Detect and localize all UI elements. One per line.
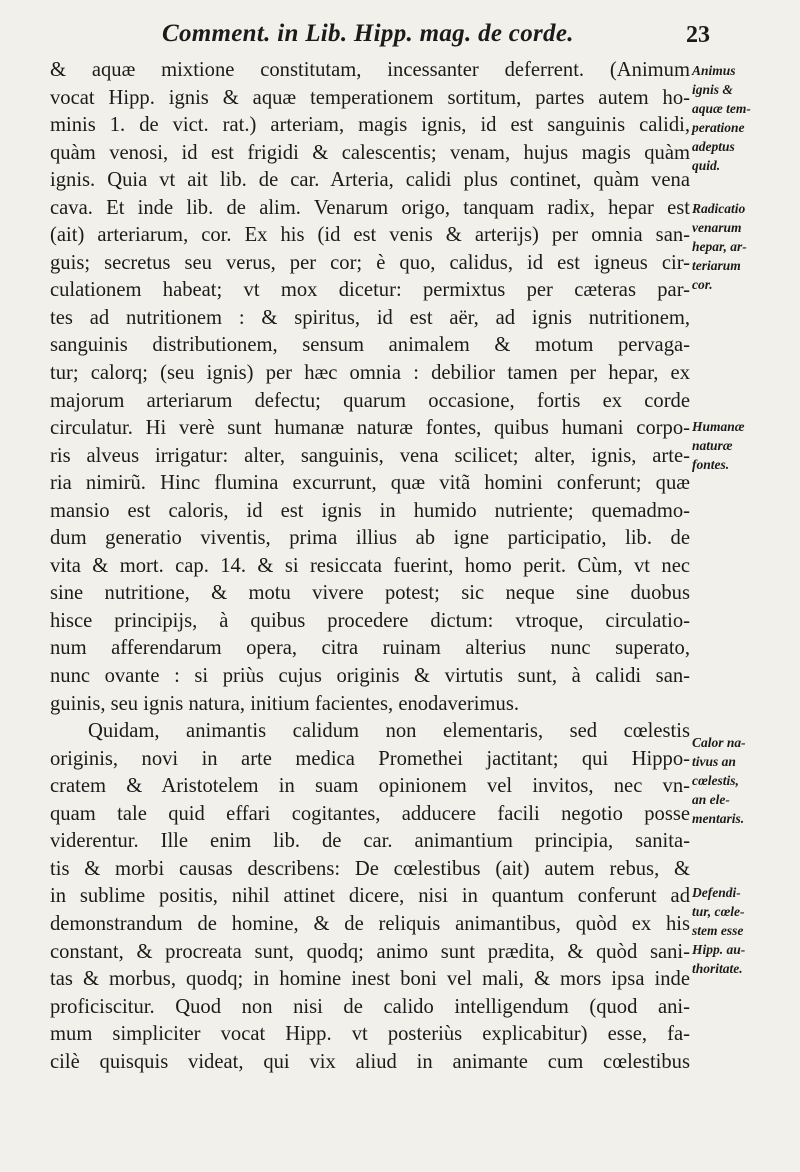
text-line: vocat Hipp. ignis & aquæ temperationem sortitum, partes autem ho- bbox=[50, 86, 690, 109]
text-line: (ait) arteriarum, cor. Ex his (id est venis & arterijs) per omnia san- bbox=[50, 224, 690, 247]
page-number: 23 bbox=[686, 22, 710, 48]
text-line: num afferendarum opera, citra ruinam alterius nunc superato, bbox=[50, 637, 690, 660]
text-line: culationem habeat; vt mox dicetur: permixtus per cæteras par- bbox=[50, 279, 690, 302]
margin-note-animus bbox=[692, 61, 798, 175]
margin-note-line: hepar, ar- bbox=[692, 239, 747, 254]
text-line: tas & morbus, quodq; in homine inest boni vel mali, & mors ipsa inde bbox=[50, 968, 690, 991]
text-line: originis, novi in arte medica Promethei jactitant; qui Hippo- bbox=[50, 747, 690, 770]
running-title: Comment. in Lib. Hipp. mag. de corde. bbox=[162, 20, 574, 47]
text-line: viderentur. Ille enim lib. de car. animantium principia, sanita- bbox=[50, 830, 690, 853]
margin-note-line: venarum bbox=[692, 220, 742, 235]
text-line: cratem & Aristotelem in suam opinionem vel invitos, nec vn- bbox=[50, 775, 690, 798]
margin-note-line: mentaris. bbox=[692, 811, 745, 826]
text-line: demonstrandum de homine, & de reliquis animantibus, quòd ex his bbox=[50, 912, 690, 935]
text-line: sanguinis distributionem, sensum animalem & motum pervaga- bbox=[50, 334, 690, 357]
margin-note-line: quid. bbox=[692, 158, 721, 173]
margin-note-line: Hipp. au- bbox=[692, 942, 746, 957]
margin-note-line: cœlestis, bbox=[692, 773, 739, 788]
margin-note-line: cor. bbox=[692, 277, 713, 292]
margin-note-calor bbox=[692, 733, 798, 828]
text-line: minis 1. de vict. rat.) arteriam, magis ignis, id est sanguinis calidi, bbox=[50, 114, 690, 137]
text-line: circulatur. Hi verè sunt humanæ naturæ fontes, quibus humani corpo- bbox=[50, 417, 690, 440]
text-line: cilè quisquis videat, qui vix aliud in animante cum cœlestibus bbox=[50, 1050, 690, 1073]
margin-note-line: tur, cœle- bbox=[692, 904, 745, 919]
margin-note-line: Animus bbox=[692, 63, 736, 78]
margin-note-line: teriarum bbox=[692, 258, 741, 273]
margin-note-humanae bbox=[692, 417, 798, 474]
margin-note-line: Defendi- bbox=[692, 885, 741, 900]
margin-note-line: stem esse bbox=[692, 923, 744, 938]
text-line: in sublime positis, nihil attinet dicere, nisi in quantum conferunt ad bbox=[50, 885, 690, 908]
margin-note-line: Radicatio bbox=[692, 201, 746, 216]
margin-note-line: peratione bbox=[692, 120, 745, 135]
margin-note-radicatio bbox=[692, 199, 798, 294]
margin-note-line: aquæ tem- bbox=[692, 101, 751, 116]
margin-note-line: an ele- bbox=[692, 792, 730, 807]
text-line: constant, & procreata sunt, quodq; animo sunt prædita, & quòd sani- bbox=[50, 940, 690, 963]
text-line: guis; secretus seu verus, per cor; è quo, calidus, id est igneus cir- bbox=[50, 251, 690, 274]
text-line: mum simpliciter vocat Hipp. vt posteriùs explicabitur) esse, fa- bbox=[50, 1023, 690, 1046]
paragraph-end-line: guinis, seu ignis natura, initium facientes, enodaverimus. bbox=[50, 692, 519, 715]
margin-note-line: adeptus bbox=[692, 139, 735, 154]
margin-note-line: naturæ bbox=[692, 438, 733, 453]
text-line: ris alveus irrigatur: alter, sanguinis, vena scilicet; alter, ignis, arte- bbox=[50, 444, 690, 467]
margin-note-line: ignis & bbox=[692, 82, 733, 97]
text-line: proficiscitur. Quod non nisi de calido intelligendum (quod ani- bbox=[50, 995, 690, 1018]
text-line: vita & mort. cap. 14. & si resiccata fuerint, homo perit. Cùm, vt nec bbox=[50, 554, 690, 577]
text-line: hisce principijs, à quibus procedere dictum: vtroque, circulatio- bbox=[50, 609, 690, 632]
text-line: nunc ovante : si priùs cujus originis & virtutis sunt, à calidi san- bbox=[50, 665, 690, 688]
text-line: tis & morbi causas describens: De cœlestibus (ait) autem rebus, & bbox=[50, 857, 690, 880]
main-text bbox=[50, 57, 690, 1076]
text-line: quàm venosi, id est frigidi & calescentis; venam, hujus magis quàm bbox=[50, 141, 690, 164]
text-line: tes ad nutritionem : & spiritus, id est aër, ad ignis nutritionem, bbox=[50, 306, 690, 329]
text-line: ignis. Quia vt ait lib. de car. Arteria, calidi plus continet, quàm vena bbox=[50, 169, 690, 192]
text-line: dum generatio viventis, prima illius ab igne participatio, lib. de bbox=[50, 527, 690, 550]
page-header bbox=[150, 20, 710, 54]
margin-note-line: fontes. bbox=[692, 457, 730, 472]
margin-note-line: Calor na- bbox=[692, 735, 746, 750]
margin-note-defenditur bbox=[692, 883, 798, 978]
text-line: sine nutritione, & motu vivere potest; sic neque sine duobus bbox=[50, 582, 690, 605]
text-line: ria nimirũ. Hinc flumina excurrunt, quæ vitã homini conferunt; quæ bbox=[50, 472, 690, 495]
margin-note-line: tivus an bbox=[692, 754, 736, 769]
margin-note-line: thoritate. bbox=[692, 961, 743, 976]
text-line: mansio est caloris, id est ignis in humido nutriente; quemadmo- bbox=[50, 499, 690, 522]
margin-note-line: Humanæ bbox=[692, 419, 745, 434]
paragraph-start-line: Quidam, animantis calidum non elementaris, sed cœlestis bbox=[88, 720, 690, 743]
text-line: cava. Et inde lib. de alim. Venarum origo, tanquam radix, hepar est bbox=[50, 196, 690, 219]
text-line: quam tale quid effari cogitantes, adducere facili negotio posse bbox=[50, 802, 690, 825]
text-line: majorum arteriarum defectu; quarum occasione, fortis ex corde bbox=[50, 389, 690, 412]
text-line: & aquæ mixtione constitutam, incessanter deferrent. (Animum bbox=[50, 59, 690, 81]
text-line: tur; calorq; (seu ignis) per hæc omnia : debilior tamen per hepar, ex bbox=[50, 362, 690, 385]
